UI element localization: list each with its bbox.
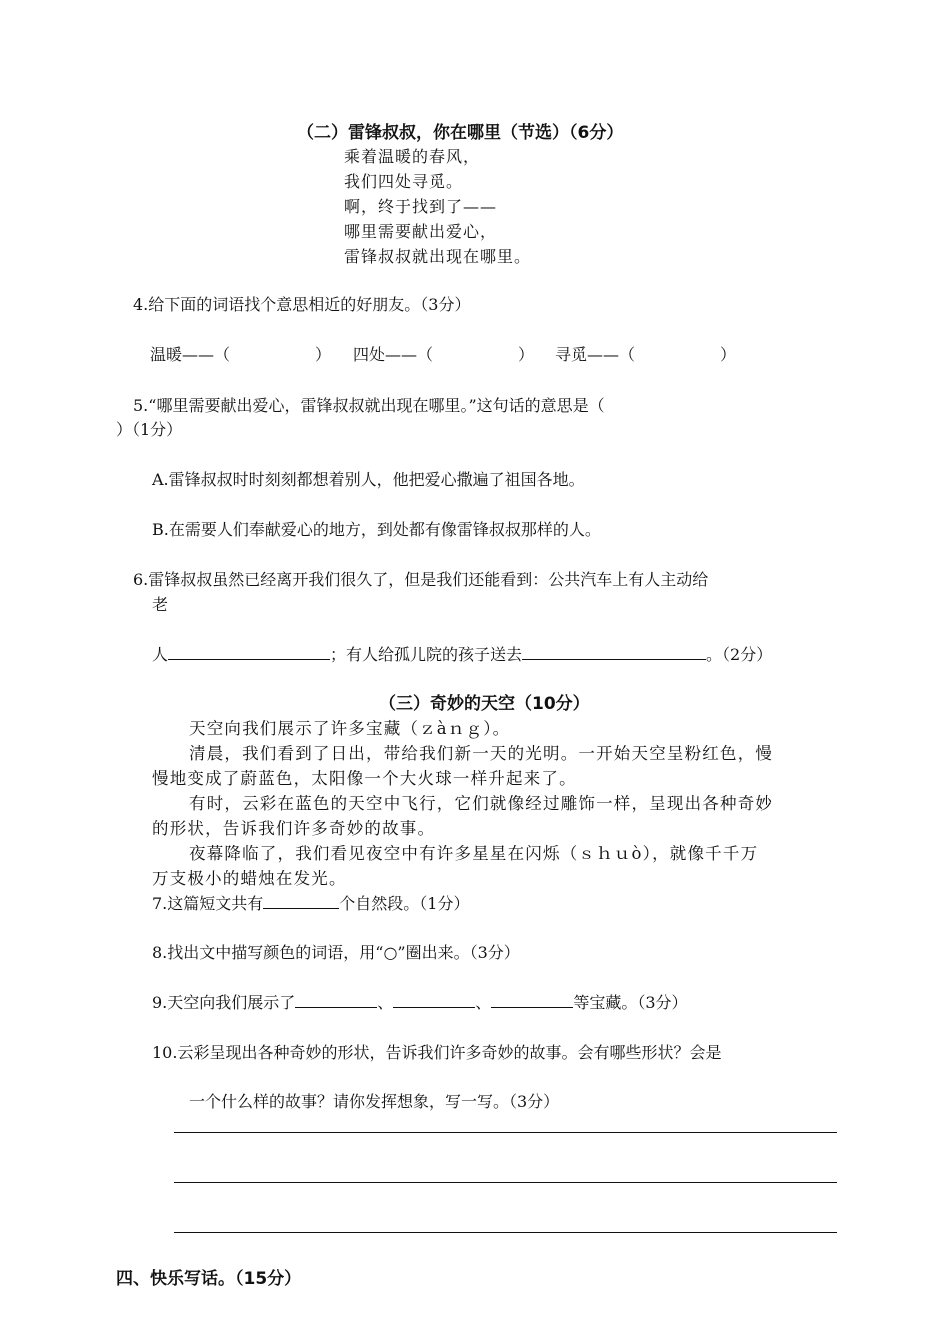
question-10-line-1: 10.云彩呈现出各种奇妙的形状，告诉我们许多奇妙的故事。会有哪些形状？会是 xyxy=(152,1043,722,1062)
question-6-line-1: 6.雷锋叔叔虽然已经离开我们很久了，但是我们还能看到：公共汽车上有人主动给 xyxy=(133,570,709,589)
section-title-3: （三）奇妙的天空（10分） xyxy=(379,694,590,714)
passage-line-2: 清晨，我们看到了日出，带给我们新一天的光明。一开始天空呈粉红色，慢 xyxy=(189,744,774,763)
q4-paren-close-2[interactable]: ） xyxy=(518,345,535,364)
question-5-line-2: ）（1分） xyxy=(116,420,183,439)
question-9 xyxy=(152,989,688,1013)
q9-text-a: 9.天空向我们展示了 xyxy=(152,993,296,1012)
q6-text-c: 。（2分） xyxy=(706,645,773,664)
passage-line-6: 夜幕降临了，我们看见夜空中有许多星星在闪烁（ｓｈｕò），就像千千万 xyxy=(189,844,759,863)
passage-line-3: 慢地变成了蔚蓝色，太阳像一个大火球一样升起来了。 xyxy=(152,769,577,788)
answer-line-1[interactable] xyxy=(174,1132,837,1133)
q6-blank-2[interactable] xyxy=(522,641,706,660)
q6-text-a: 人 xyxy=(152,645,169,664)
q7-blank[interactable] xyxy=(263,890,339,909)
poem-line-3: 啊，终于找到了—— xyxy=(344,197,498,216)
q9-blank-2[interactable] xyxy=(393,989,475,1008)
question-6-line-3 xyxy=(152,641,772,665)
q4-paren-close-1[interactable]: ） xyxy=(315,345,332,364)
answer-line-3[interactable] xyxy=(174,1232,837,1233)
q9-text-b: 等宝藏。（3分） xyxy=(573,993,688,1012)
question-10-line-2: 一个什么样的故事？请你发挥想象，写一写。（3分） xyxy=(189,1092,560,1111)
q4-word-1: 温暖——（ xyxy=(150,345,231,364)
question-7 xyxy=(152,890,469,914)
passage-line-1: 天空向我们展示了许多宝藏（ｚàｎｇ）。 xyxy=(189,719,511,738)
passage-line-4: 有时，云彩在蓝色的天空中飞行，它们就像经过雕饰一样，呈现出各种奇妙 xyxy=(189,794,774,813)
q9-blank-3[interactable] xyxy=(491,989,573,1008)
q9-blank-1[interactable] xyxy=(295,989,377,1008)
q9-sep-2: 、 xyxy=(475,993,492,1012)
q6-text-b: ；有人给孤儿院的孩子送去 xyxy=(330,645,523,664)
q4-word-2: 四处——（ xyxy=(353,345,434,364)
question-6-line-2: 老 xyxy=(152,595,169,614)
q6-blank-1[interactable] xyxy=(168,641,330,660)
q9-sep-1: 、 xyxy=(377,993,394,1012)
poem-line-5: 雷锋叔叔就出现在哪里。 xyxy=(344,247,532,266)
q7-text-a: 7.这篇短文共有 xyxy=(152,894,264,913)
poem-line-2: 我们四处寻觅。 xyxy=(344,172,464,191)
q5-option-b[interactable]: B.在需要人们奉献爱心的地方，到处都有像雷锋叔叔那样的人。 xyxy=(152,520,601,539)
poem-line-4: 哪里需要献出爱心， xyxy=(344,222,498,241)
q4-word-3: 寻觅——（ xyxy=(555,345,636,364)
q4-paren-close-3[interactable]: ） xyxy=(720,345,737,364)
section-title-2: （二）雷锋叔叔，你在哪里（节选）（6分） xyxy=(297,123,624,143)
poem-line-1: 乘着温暖的春风， xyxy=(344,147,481,166)
question-4: 4.给下面的词语找个意思相近的好朋友。（3分） xyxy=(133,295,471,314)
question-5-line-1: 5.“哪里需要献出爱心，雷锋叔叔就出现在哪里。”这句话的意思是（ xyxy=(133,396,605,415)
q7-text-b: 个自然段。（1分） xyxy=(339,894,470,913)
answer-line-2[interactable] xyxy=(174,1182,837,1183)
q5-option-a[interactable]: A.雷锋叔叔时时刻刻都想着别人，他把爱心撒遍了祖国各地。 xyxy=(152,470,585,489)
passage-line-5: 的形状，告诉我们许多奇妙的故事。 xyxy=(152,819,436,838)
passage-line-7: 万支极小的蜡烛在发光。 xyxy=(152,869,347,888)
question-8: 8.找出文中描写颜色的词语，用“○”圈出来。（3分） xyxy=(152,943,520,962)
section-title-4: 四、快乐写话。（15分） xyxy=(116,1269,302,1289)
